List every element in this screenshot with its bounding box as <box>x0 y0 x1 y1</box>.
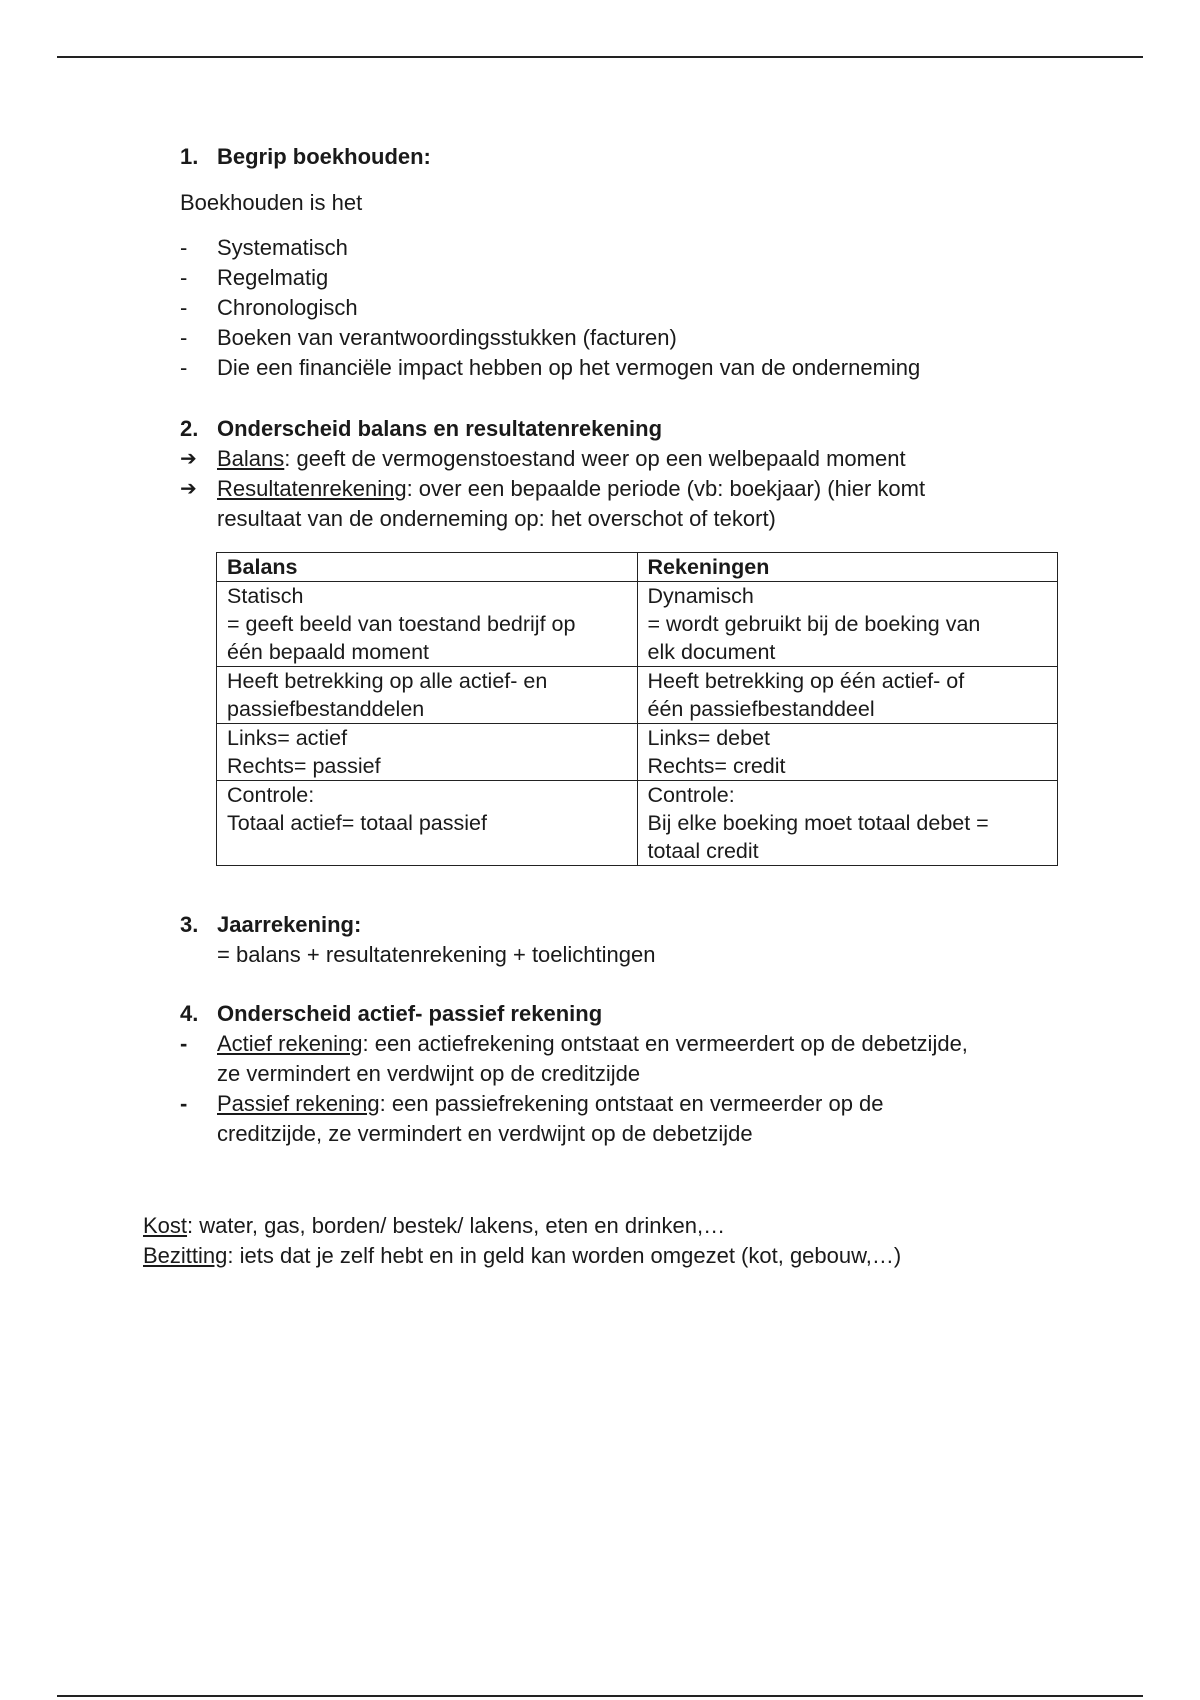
dash-marker: - <box>180 355 188 380</box>
dash-marker: - <box>180 1031 188 1056</box>
section-1-list <box>180 233 1080 383</box>
cell-line: één bepaald moment <box>227 640 430 664</box>
term-definition-continued: creditzijde, ze vermindert en verdwijnt op de debetzijde <box>217 1121 753 1146</box>
term-definition: : een passiefrekening ontstaat en vermeerder op de <box>379 1091 884 1116</box>
list-item-text: Systematisch <box>217 235 348 260</box>
dash-marker: - <box>180 295 188 320</box>
table-cell <box>637 667 1058 724</box>
cell-line: Heeft betrekking op alle actief- en <box>227 669 548 693</box>
jaarrekening-formula: = balans + resultatenrekening + toelichtingen <box>217 942 656 967</box>
section-title: Onderscheid actief- passief rekening <box>217 1001 603 1026</box>
table-row <box>217 667 1058 724</box>
cell-line: Controle: <box>227 783 315 807</box>
bezitting-definition <box>143 1241 1143 1271</box>
section-number: 3. <box>180 912 199 937</box>
dash-marker: - <box>180 325 188 350</box>
section-4 <box>180 999 1080 1149</box>
term-balans: Balans <box>217 446 285 471</box>
table-row <box>217 724 1058 781</box>
table-cell <box>217 667 638 724</box>
arrow-icon: ➔ <box>180 478 197 500</box>
dash-marker: - <box>180 235 188 260</box>
list-item <box>180 263 1080 293</box>
list-item-text: Die een financiële impact hebben op het vermogen van de onderneming <box>217 355 921 380</box>
term-resultatenrekening: Resultatenrekening <box>217 476 407 501</box>
list-item-text: Regelmatig <box>217 265 329 290</box>
term-definition-continued: resultaat van de onderneming op: het overschot of tekort) <box>217 506 776 531</box>
section-2-heading <box>180 414 1080 444</box>
list-item <box>180 444 1080 474</box>
list-item <box>180 233 1080 263</box>
cell-line: Totaal actief= totaal passief <box>227 811 487 835</box>
table-row <box>217 582 1058 667</box>
cell-line: = geeft beeld van toestand bedrijf op <box>227 612 576 636</box>
cell-line: Statisch <box>227 584 304 608</box>
cell-line: Bij elke boeking moet totaal debet = <box>647 811 989 835</box>
list-item-text: Chronologisch <box>217 295 358 320</box>
section-number: 2. <box>180 416 199 441</box>
section-3-heading <box>180 910 1080 940</box>
intro-text: Boekhouden is het <box>180 190 363 215</box>
section-title: Begrip boekhouden: <box>217 144 431 169</box>
cell-line: één passiefbestanddeel <box>647 697 875 721</box>
arrow-icon: ➔ <box>180 448 197 470</box>
term-bezitting: Bezitting <box>143 1243 228 1268</box>
cell-line: Rechts= credit <box>647 754 786 778</box>
table-header: Rekeningen <box>637 553 1058 582</box>
section-4-heading <box>180 999 1080 1029</box>
table-cell <box>637 724 1058 781</box>
term-kost: Kost <box>143 1213 188 1238</box>
term-actief-rekening: Actief rekening <box>217 1031 363 1056</box>
list-item <box>180 1089 1080 1149</box>
cell-line: Heeft betrekking op één actief- of <box>647 669 965 693</box>
list-item-text: Boeken van verantwoordingsstukken (facturen) <box>217 325 677 350</box>
kost-definition <box>143 1211 1143 1241</box>
term-passief-rekening: Passief rekening <box>217 1091 380 1116</box>
table-row <box>217 781 1058 866</box>
table-cell <box>637 582 1058 667</box>
section-1-intro <box>180 188 1080 218</box>
term-definition: : water, gas, borden/ bestek/ lakens, eten en drinken,… <box>187 1213 726 1238</box>
cell-line: Dynamisch <box>647 584 754 608</box>
list-item <box>180 353 1080 383</box>
cell-line: Links= actief <box>227 726 348 750</box>
cell-line <box>227 837 627 865</box>
term-definition: : over een bepaalde periode (vb: boekjaar) (hier komt <box>406 476 926 501</box>
section-3 <box>180 910 1080 970</box>
table-cell <box>637 781 1058 866</box>
cell-line: totaal credit <box>647 839 759 863</box>
top-rule <box>57 56 1143 58</box>
cell-line: = wordt gebruikt bij de boeking van <box>647 612 981 636</box>
bottom-rule <box>57 1695 1143 1697</box>
cell-line: Rechts= passief <box>227 754 381 778</box>
list-item <box>180 293 1080 323</box>
cell-line: passiefbestanddelen <box>227 697 425 721</box>
term-definition: : geeft de vermogenstoestand weer op een welbepaald moment <box>284 446 906 471</box>
section-1 <box>180 142 1080 172</box>
list-item <box>180 1029 1080 1089</box>
table-cell <box>217 781 638 866</box>
section-number: 1. <box>180 144 199 169</box>
section-title: Onderscheid balans en resultatenrekening <box>217 416 663 441</box>
table-header: Balans <box>217 553 638 582</box>
term-definition: : een actiefrekening ontstaat en vermeerdert op de debetzijde, <box>362 1031 968 1056</box>
table-header-row <box>217 553 1058 582</box>
cell-line: Links= debet <box>647 726 771 750</box>
term-definition-continued: ze vermindert en verdwijnt op de creditzijde <box>217 1061 641 1086</box>
term-definition: : iets dat je zelf hebt en in geld kan worden omgezet (kot, gebouw,…) <box>227 1243 902 1268</box>
section-1-heading <box>180 142 1080 172</box>
list-item <box>180 323 1080 353</box>
dash-marker: - <box>180 265 188 290</box>
cell-line: Controle: <box>647 783 735 807</box>
cell-line: elk document <box>647 640 776 664</box>
balans-rekeningen-table <box>216 552 1058 866</box>
table-cell <box>217 724 638 781</box>
section-2 <box>180 414 1080 534</box>
list-item <box>180 474 1080 534</box>
section-title: Jaarrekening: <box>217 912 362 937</box>
dash-marker: - <box>180 1091 188 1116</box>
section-number: 4. <box>180 1001 199 1026</box>
table-cell <box>217 582 638 667</box>
